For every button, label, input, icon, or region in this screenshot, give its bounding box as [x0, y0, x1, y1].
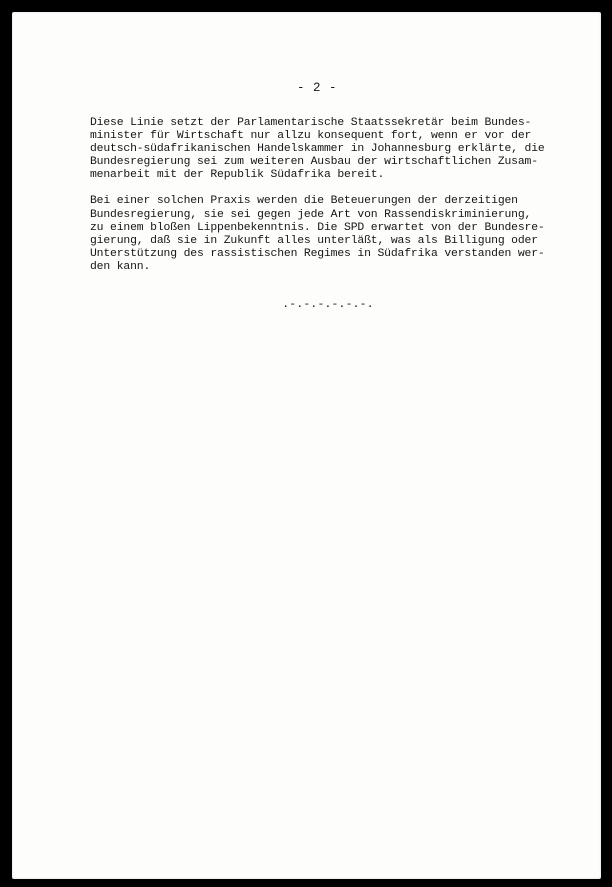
- document-body: [90, 117, 580, 274]
- page-number: - 2 -: [296, 81, 337, 95]
- text-line: Bundesregierung, sie sei gegen jede Art von Rassendiskriminierung,: [90, 208, 532, 221]
- text-line: deutsch-südafrikanischen Handelskammer in Johannesburg erklärte, die: [90, 143, 545, 156]
- scan-border: [604, 0, 612, 887]
- text-line: zu einem bloßen Lippenbekenntnis. Die SPD erwartet von der Bundesre-: [90, 221, 545, 234]
- paragraph-2: [90, 195, 580, 274]
- text-line: Unterstützung des rassistischen Regimes in Südafrika verstanden wer-: [90, 247, 545, 260]
- text-line: den kann.: [90, 260, 151, 273]
- end-mark: .-.-.-.-.-.-.: [282, 299, 374, 311]
- document-page: [12, 12, 601, 879]
- text-line: gierung, daß sie in Zukunft alles unterläßt, was als Billigung oder: [90, 234, 538, 247]
- text-line: minister für Wirtschaft nur allzu konsequent fort, wenn er vor der: [90, 130, 532, 143]
- text-line: Bei einer solchen Praxis werden die Beteuerungen der derzeitigen: [90, 195, 518, 208]
- paragraph-spacer: [90, 182, 580, 195]
- text-line: Bundesregierung sei zum weiteren Ausbau der wirtschaftlichen Zusam-: [90, 156, 538, 169]
- text-line: menarbeit mit der Republik Südafrika bereit.: [90, 169, 385, 182]
- text-line: Diese Linie setzt der Parlamentarische Staatssekretär beim Bundes-: [90, 117, 532, 129]
- paragraph-1: [90, 117, 580, 182]
